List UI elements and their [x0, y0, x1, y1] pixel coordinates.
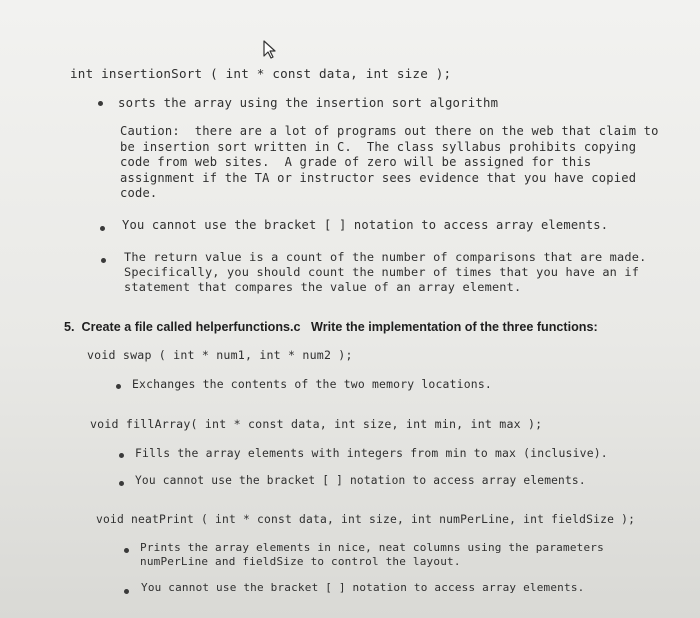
swap-signature: void swap ( int * num1, int * num2 ); — [87, 348, 353, 362]
bullet-icon — [98, 101, 103, 106]
caution-paragraph: Caution: there are a lot of programs out there on the web that claim to be insertion sort written in C. The class syllabus prohibits copying code from web sites. A grade of zero will be assigned for this assignment if the TA or instructor sees evidence that you have copied code. — [120, 124, 659, 201]
insertion-sort-description: sorts the array using the insertion sort algorithm — [118, 96, 499, 110]
swap-description: Exchanges the contents of the two memory locations. — [132, 377, 492, 391]
bullet-icon — [119, 453, 124, 458]
section-5-heading: 5. Create a file called helperfunctions.c Write the implementation of the three functions: — [64, 320, 598, 334]
insertion-sort-signature: int insertionSort ( int * const data, int size ); — [70, 66, 452, 81]
insertion-sort-bracket-note: You cannot use the bracket [ ] notation to access array elements. — [122, 218, 609, 232]
bullet-icon — [100, 226, 105, 231]
bullet-icon — [119, 481, 124, 486]
neat-print-signature: void neatPrint ( int * const data, int size, int numPerLine, int fieldSize ); — [96, 513, 636, 526]
neat-print-bracket-note: You cannot use the bracket [ ] notation to access array elements. — [141, 581, 585, 594]
bullet-icon — [116, 384, 121, 389]
fill-array-bracket-note: You cannot use the bracket [ ] notation to access array elements. — [135, 474, 586, 487]
mouse-pointer-icon — [262, 40, 278, 60]
bullet-icon — [124, 548, 129, 553]
bullet-icon — [101, 258, 106, 263]
bullet-icon — [124, 589, 129, 594]
fill-array-signature: void fillArray( int * const data, int size, int min, int max ); — [90, 417, 543, 431]
fill-array-description: Fills the array elements with integers from min to max (inclusive). — [135, 446, 608, 460]
return-value-note: The return value is a count of the number of comparisons that are made. Specifically, you should count the number of times that you have an if statement that compares the value of an array element. — [124, 250, 647, 294]
neat-print-description: Prints the array elements in nice, neat columns using the parameters numPerLine and fieldSize to control the layout. — [140, 541, 604, 568]
